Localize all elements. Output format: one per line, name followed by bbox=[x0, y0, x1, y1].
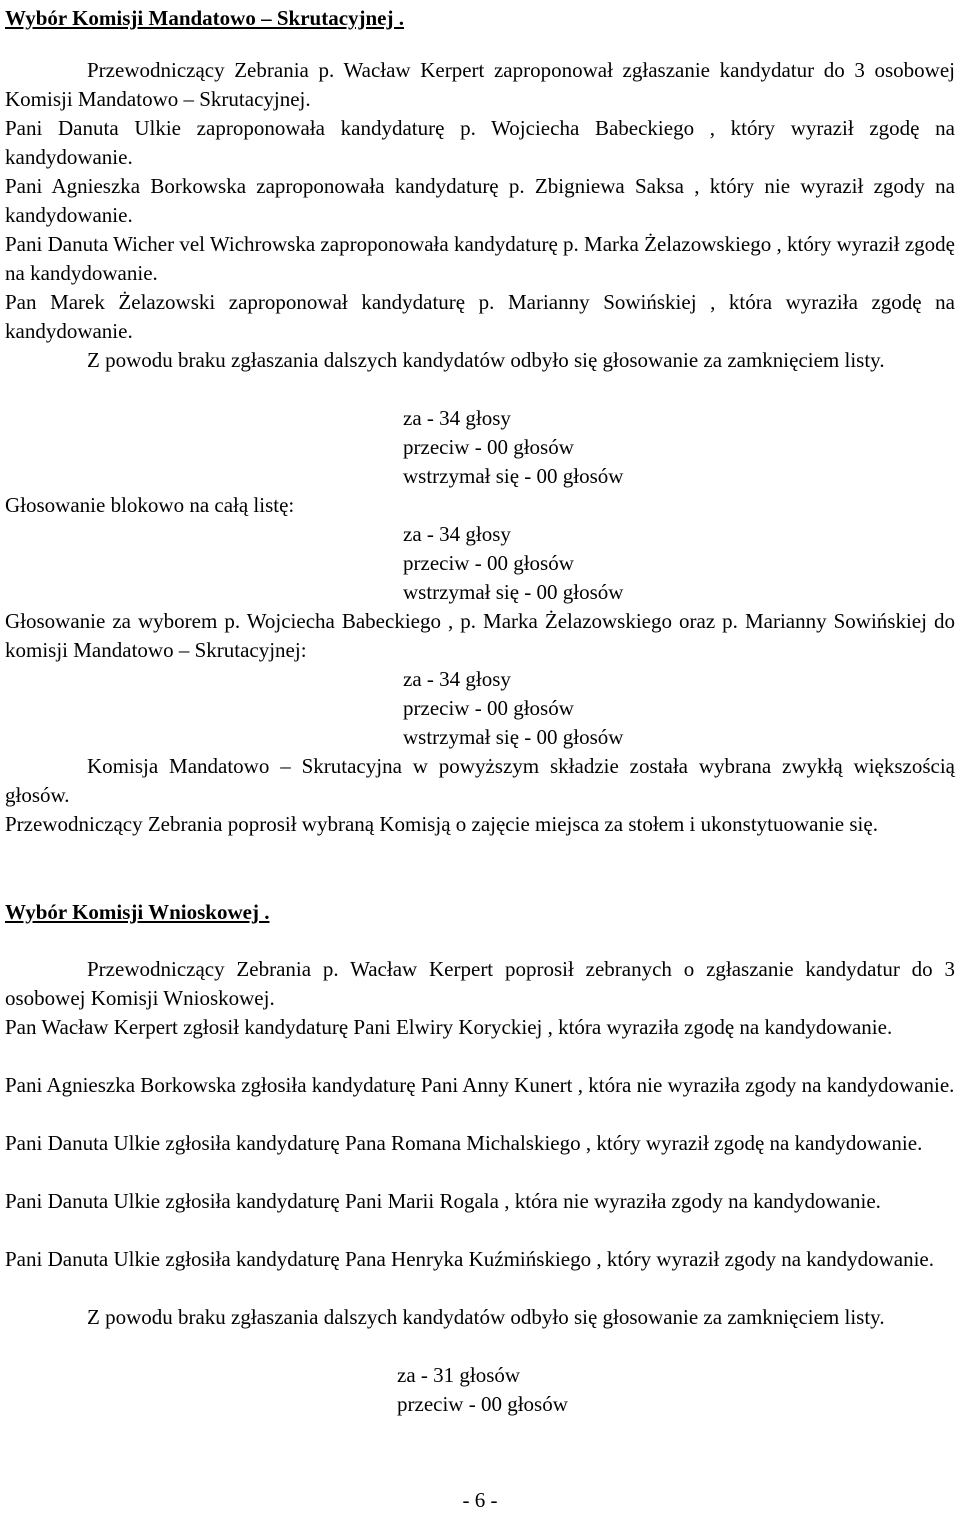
paragraph: Pani Agnieszka Borkowska zgłosiła kandydaturę Pani Anny Kunert , która nie wyraziła zgody na kandydowanie. bbox=[5, 1073, 955, 1097]
section-heading-mandatowo: Wybór Komisji Mandatowo – Skrutacyjnej . bbox=[5, 6, 404, 30]
vote-against: przeciw - 00 głosów bbox=[403, 435, 574, 460]
section-heading-wnioskowa: Wybór Komisji Wnioskowej . bbox=[5, 900, 270, 924]
vote-for: za - 31 głosów bbox=[397, 1363, 521, 1387]
vote-against: przeciw - 00 głosów bbox=[403, 696, 574, 721]
paragraph: Z powodu braku zgłaszania dalszych kandydatów odbyło się głosowanie za zamknięciem listy. bbox=[87, 348, 885, 372]
vote-abstain: wstrzymał się - 00 głosów bbox=[403, 580, 624, 605]
result-paragraph: Komisja Mandatowo – Skrutacyjna w powyższym składzie została wybrana zwykłą większością głosów. bbox=[5, 754, 955, 808]
paragraph: Przewodniczący Zebrania p. Wacław Kerpert zaproponował zgłaszanie kandydatur do 3 osobowej Komisji Mandatowo – Skrutacyjnej. bbox=[5, 58, 955, 112]
paragraph: Z powodu braku zgłaszania dalszych kandydatów odbyło się głosowanie za zamknięciem listy. bbox=[87, 1305, 885, 1329]
paragraph: Pani Agnieszka Borkowska zaproponowała kandydaturę p. Zbigniewa Saksa , który nie wyraził zgody na kandydowanie. bbox=[5, 174, 955, 228]
paragraph: Pani Danuta Ulkie zgłosiła kandydaturę Pani Marii Rogala , która nie wyraziła zgody na kandydowanie. bbox=[5, 1189, 881, 1213]
vote-for: za - 34 głosy bbox=[403, 406, 511, 430]
vote-for: za - 34 głosy bbox=[403, 667, 511, 691]
paragraph: Pani Danuta Ulkie zgłosiła kandydaturę Pana Henryka Kuźmińskiego , który wyraził zgody na kandydowanie. bbox=[5, 1247, 934, 1271]
page-number: - 6 - bbox=[462, 1488, 498, 1512]
paragraph: Przewodniczący Zebrania p. Wacław Kerpert poprosił zebranych o zgłaszanie kandydatur do 3 osobowej Komisji Wnioskowej. bbox=[5, 957, 955, 1011]
vote-result bbox=[403, 404, 623, 491]
election-paragraph: Głosowanie za wyborem p. Wojciecha Babeckiego , p. Marka Żelazowskiego oraz p. Marianny Sowińskiej do komisji Mandatowo – Skrutacyjnej: bbox=[5, 609, 955, 663]
vote-result bbox=[397, 1361, 568, 1419]
closing-paragraph: Przewodniczący Zebrania poprosił wybraną Komisją o zajęcie miejsca za stołem i ukonstytuowanie się. bbox=[5, 812, 878, 836]
paragraph: Pan Wacław Kerpert zgłosił kandydaturę Pani Elwiry Koryckiej , która wyraziła zgodę na kandydowanie. bbox=[5, 1015, 893, 1039]
vote-result bbox=[403, 665, 623, 752]
paragraph: Pani Danuta Ulkie zaproponowała kandydaturę p. Wojciecha Babeckiego , który wyraził zgodę na kandydowanie. bbox=[5, 116, 955, 170]
paragraph: Pani Danuta Wicher vel Wichrowska zaproponowała kandydaturę p. Marka Żelazowskiego , który wyraził zgodę na kandydowanie. bbox=[5, 232, 955, 286]
vote-for: za - 34 głosy bbox=[403, 522, 511, 546]
paragraph: Pani Danuta Ulkie zgłosiła kandydaturę Pana Romana Michalskiego , który wyraził zgodę na kandydowanie. bbox=[5, 1131, 923, 1155]
vote-against: przeciw - 00 głosów bbox=[397, 1392, 568, 1417]
vote-result bbox=[403, 520, 623, 607]
vote-abstain: wstrzymał się - 00 głosów bbox=[403, 725, 624, 750]
paragraph: Pan Marek Żelazowski zaproponował kandydaturę p. Marianny Sowińskiej , która wyraziła zgodę na kandydowanie. bbox=[5, 290, 955, 344]
vote-abstain: wstrzymał się - 00 głosów bbox=[403, 464, 624, 489]
block-vote-label: Głosowanie blokowo na całą listę: bbox=[5, 493, 295, 517]
vote-against: przeciw - 00 głosów bbox=[403, 551, 574, 576]
